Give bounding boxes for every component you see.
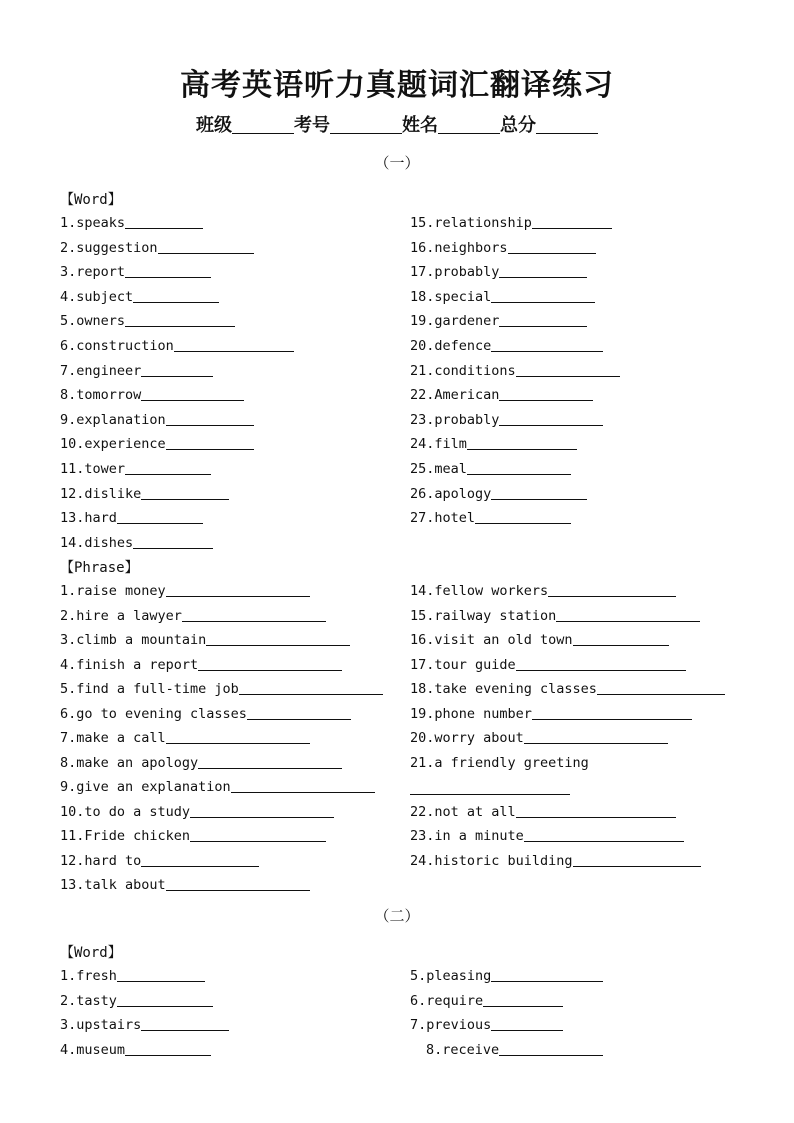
word-item <box>60 287 219 307</box>
word2-text: 7.previous <box>410 1017 492 1034</box>
word2-text: 4.museum <box>60 1041 126 1058</box>
word2-item <box>410 1015 563 1035</box>
phrase-text: 1.raise money <box>60 583 166 599</box>
word-item <box>410 508 571 528</box>
answer-blank[interactable] <box>491 1016 563 1031</box>
phrase-item <box>410 753 589 773</box>
word-item <box>410 459 571 479</box>
answer-blank[interactable] <box>467 435 577 450</box>
word-item <box>60 336 294 356</box>
answer-blank[interactable] <box>141 362 213 377</box>
phrase-item <box>60 851 259 871</box>
answer-blank[interactable] <box>198 656 342 671</box>
phrase-item <box>410 728 668 748</box>
word-text: 8.tomorrow <box>60 387 142 404</box>
word-item <box>410 361 620 381</box>
answer-blank-wrap <box>410 793 570 795</box>
word-text: 16.neighbors <box>410 239 508 256</box>
phrase-item <box>60 630 350 650</box>
word-text: 4.subject <box>60 288 134 305</box>
answer-blank[interactable] <box>573 852 701 867</box>
word-text: 14.dishes <box>60 534 134 551</box>
answer-blank[interactable] <box>467 460 571 475</box>
answer-blank[interactable] <box>475 509 571 524</box>
answer-blank[interactable] <box>166 729 310 744</box>
word-item <box>410 262 587 282</box>
word-item <box>410 287 595 307</box>
answer-blank[interactable] <box>166 582 310 597</box>
phrase-text: 20.worry about <box>410 730 524 746</box>
phrase-header-1: 【Phrase】 <box>60 560 139 576</box>
phrase-text: 15.railway station <box>410 607 557 624</box>
phrase-text: 4.finish a report <box>60 656 199 673</box>
phrase-item <box>410 581 676 601</box>
answer-blank[interactable] <box>499 263 587 278</box>
answer-blank[interactable] <box>125 312 235 327</box>
word2-item <box>410 991 563 1011</box>
phrase-item <box>60 777 375 797</box>
word-text: 19.gardener <box>410 313 500 330</box>
phrase-text: 16.visit an old town <box>410 632 573 648</box>
answer-blank[interactable] <box>141 485 229 500</box>
word2-item <box>426 1040 603 1060</box>
class-blank <box>232 115 294 134</box>
phrase-item <box>410 802 676 822</box>
answer-blank[interactable] <box>239 680 383 695</box>
answer-blank[interactable] <box>198 754 342 769</box>
word-text: 25.meal <box>410 461 467 477</box>
number-blank <box>330 115 402 134</box>
word2-text: 6.require <box>410 992 484 1009</box>
answer-blank[interactable] <box>491 337 603 352</box>
phrase-item <box>60 655 342 675</box>
word-item <box>410 336 603 356</box>
word-item <box>410 311 587 331</box>
answer-blank[interactable] <box>499 312 587 327</box>
answer-blank[interactable] <box>548 582 676 597</box>
word-text: 11.tower <box>60 461 126 477</box>
phrase-text: 17.tour guide <box>410 656 516 673</box>
phrase-text: 12.hard to <box>60 852 142 869</box>
answer-blank[interactable] <box>141 1016 229 1031</box>
answer-blank[interactable] <box>524 827 684 842</box>
word-text: 20.defence <box>410 338 492 354</box>
word2-text: 5.pleasing <box>410 968 492 984</box>
word-item <box>410 484 587 504</box>
word-text: 26.apology <box>410 485 492 502</box>
phrase-text: 19.phone number <box>410 705 532 722</box>
word2-text: 3.upstairs <box>60 1017 142 1034</box>
answer-blank[interactable] <box>182 607 326 622</box>
answer-blank[interactable] <box>483 992 563 1007</box>
word-text: 13.hard <box>60 510 117 527</box>
word2-item <box>60 1015 229 1035</box>
answer-blank[interactable] <box>206 631 350 646</box>
section-heading-2: （二） <box>374 907 420 925</box>
phrase-text: 13.talk about <box>60 877 166 893</box>
word2-item <box>410 966 603 986</box>
phrase-item <box>60 679 383 699</box>
section-heading-1: （一） <box>374 154 420 172</box>
word-text: 3.report <box>60 264 126 281</box>
word-text: 6.construction <box>60 338 174 354</box>
phrase-item <box>410 851 701 871</box>
answer-blank[interactable] <box>491 967 603 982</box>
word-item <box>410 410 603 430</box>
phrase-item <box>410 606 700 626</box>
answer-blank[interactable] <box>491 485 587 500</box>
phrase-text: 5.find a full-time job <box>60 681 239 697</box>
phrase-text: 9.give an explanation <box>60 779 231 795</box>
answer-blank[interactable] <box>516 656 686 671</box>
word-header-2: 【Word】 <box>60 945 122 961</box>
word2-item <box>60 991 213 1011</box>
answer-blank[interactable] <box>117 992 213 1007</box>
word-text: 18.special <box>410 288 492 305</box>
phrase-item <box>410 826 684 846</box>
word-text: 21.conditions <box>410 362 516 379</box>
phrase-item <box>410 679 725 699</box>
word-text: 9.explanation <box>60 411 166 428</box>
answer-blank[interactable] <box>125 460 211 475</box>
answer-blank[interactable] <box>141 852 259 867</box>
phrase-text: 18.take evening classes <box>410 681 597 697</box>
answer-blank[interactable] <box>190 827 326 842</box>
word-header-1: 【Word】 <box>60 192 122 208</box>
answer-blank[interactable] <box>117 967 205 982</box>
student-info-line <box>0 111 794 137</box>
answer-blank[interactable] <box>166 411 254 426</box>
answer-blank[interactable] <box>125 1041 211 1056</box>
word-text: 10.experience <box>60 436 166 453</box>
answer-blank[interactable] <box>597 680 725 695</box>
answer-blank[interactable] <box>133 288 219 303</box>
phrase-text: 8.make an apology <box>60 754 199 771</box>
word-item <box>410 434 577 454</box>
answer-blank[interactable] <box>174 337 294 352</box>
answer-blank[interactable] <box>158 239 254 254</box>
phrase-text: 2.hire a lawyer <box>60 607 182 624</box>
word-text: 5.owners <box>60 313 126 330</box>
answer-blank[interactable] <box>516 362 620 377</box>
answer-blank[interactable] <box>556 607 700 622</box>
word-text: 23.probably <box>410 411 500 428</box>
class-label: 班级 <box>196 115 232 136</box>
phrase-item <box>60 875 310 895</box>
answer-blank[interactable] <box>499 411 603 426</box>
phrase-item <box>60 704 351 724</box>
word-text: 2.suggestion <box>60 239 158 256</box>
number-label: 考号 <box>294 115 330 136</box>
phrase-item <box>60 826 326 846</box>
word-text: 15.relationship <box>410 215 532 231</box>
phrase-text: 14.fellow workers <box>410 583 549 599</box>
phrase-item <box>60 802 334 822</box>
answer-blank[interactable] <box>133 534 213 549</box>
phrase-text: 11.Fride chicken <box>60 828 191 844</box>
answer-blank[interactable] <box>190 803 334 818</box>
word-item <box>60 434 254 454</box>
word-item <box>60 484 229 504</box>
answer-blank[interactable] <box>141 386 244 401</box>
word-text: 7.engineer <box>60 362 142 379</box>
word-item <box>60 361 213 381</box>
score-label: 总分 <box>500 115 536 136</box>
word-item <box>60 459 211 479</box>
word2-item <box>60 1040 211 1060</box>
word2-item <box>60 966 205 986</box>
word-item <box>60 311 235 331</box>
word-item <box>60 508 203 528</box>
word-item <box>410 385 593 405</box>
page-title: 高考英语听力真题词汇翻译练习 <box>180 68 614 103</box>
phrase-text: 6.go to evening classes <box>60 705 247 722</box>
answer-blank[interactable] <box>499 386 593 401</box>
word-item <box>60 262 211 282</box>
answer-blank[interactable] <box>532 705 692 720</box>
answer-blank[interactable] <box>166 876 310 891</box>
word-text: 24.film <box>410 436 467 453</box>
word-item <box>410 213 612 233</box>
phrase-text: 10.to do a study <box>60 803 191 820</box>
answer-blank[interactable] <box>508 239 596 254</box>
word-text: 22.American <box>410 387 500 404</box>
word-text: 1.speaks <box>60 215 126 231</box>
word-item <box>60 238 254 258</box>
answer-blank[interactable] <box>573 631 669 646</box>
word-item <box>60 213 203 233</box>
answer-blank[interactable] <box>125 214 203 229</box>
phrase-text: 22.not at all <box>410 803 516 820</box>
answer-blank[interactable] <box>166 435 254 450</box>
answer-blank[interactable] <box>524 729 668 744</box>
phrase-text: 7.make a call <box>60 730 166 746</box>
word2-text: 8.receive <box>426 1041 500 1058</box>
answer-blank[interactable] <box>516 803 676 818</box>
word-item <box>60 410 254 430</box>
phrase-text: 3.climb a mountain <box>60 632 207 648</box>
name-blank <box>438 115 500 134</box>
phrase-text: 24.historic building <box>410 852 573 869</box>
phrase-item <box>60 606 326 626</box>
answer-blank[interactable] <box>247 705 351 720</box>
word2-text: 2.tasty <box>60 992 117 1009</box>
word-text: 12.dislike <box>60 485 142 502</box>
phrase-item <box>60 728 310 748</box>
phrase-text: 23.in a minute <box>410 828 524 844</box>
score-blank <box>536 115 598 134</box>
phrase-item <box>410 704 692 724</box>
word-text: 17.probably <box>410 264 500 281</box>
phrase-item <box>410 655 686 675</box>
answer-blank[interactable] <box>125 263 211 278</box>
answer-blank[interactable] <box>532 214 612 229</box>
answer-blank[interactable] <box>491 288 595 303</box>
word-item <box>410 238 596 258</box>
word-item <box>60 533 213 553</box>
name-label: 姓名 <box>402 115 438 136</box>
phrase-item <box>410 630 669 650</box>
phrase-text: 21.a friendly greeting <box>410 754 589 771</box>
answer-blank[interactable] <box>231 778 375 793</box>
answer-blank[interactable] <box>499 1041 603 1056</box>
word-item <box>60 385 244 405</box>
answer-blank[interactable] <box>117 509 203 524</box>
phrase-item <box>60 581 310 601</box>
phrase-item <box>60 753 342 773</box>
word2-text: 1.fresh <box>60 968 117 984</box>
word-text: 27.hotel <box>410 510 476 527</box>
